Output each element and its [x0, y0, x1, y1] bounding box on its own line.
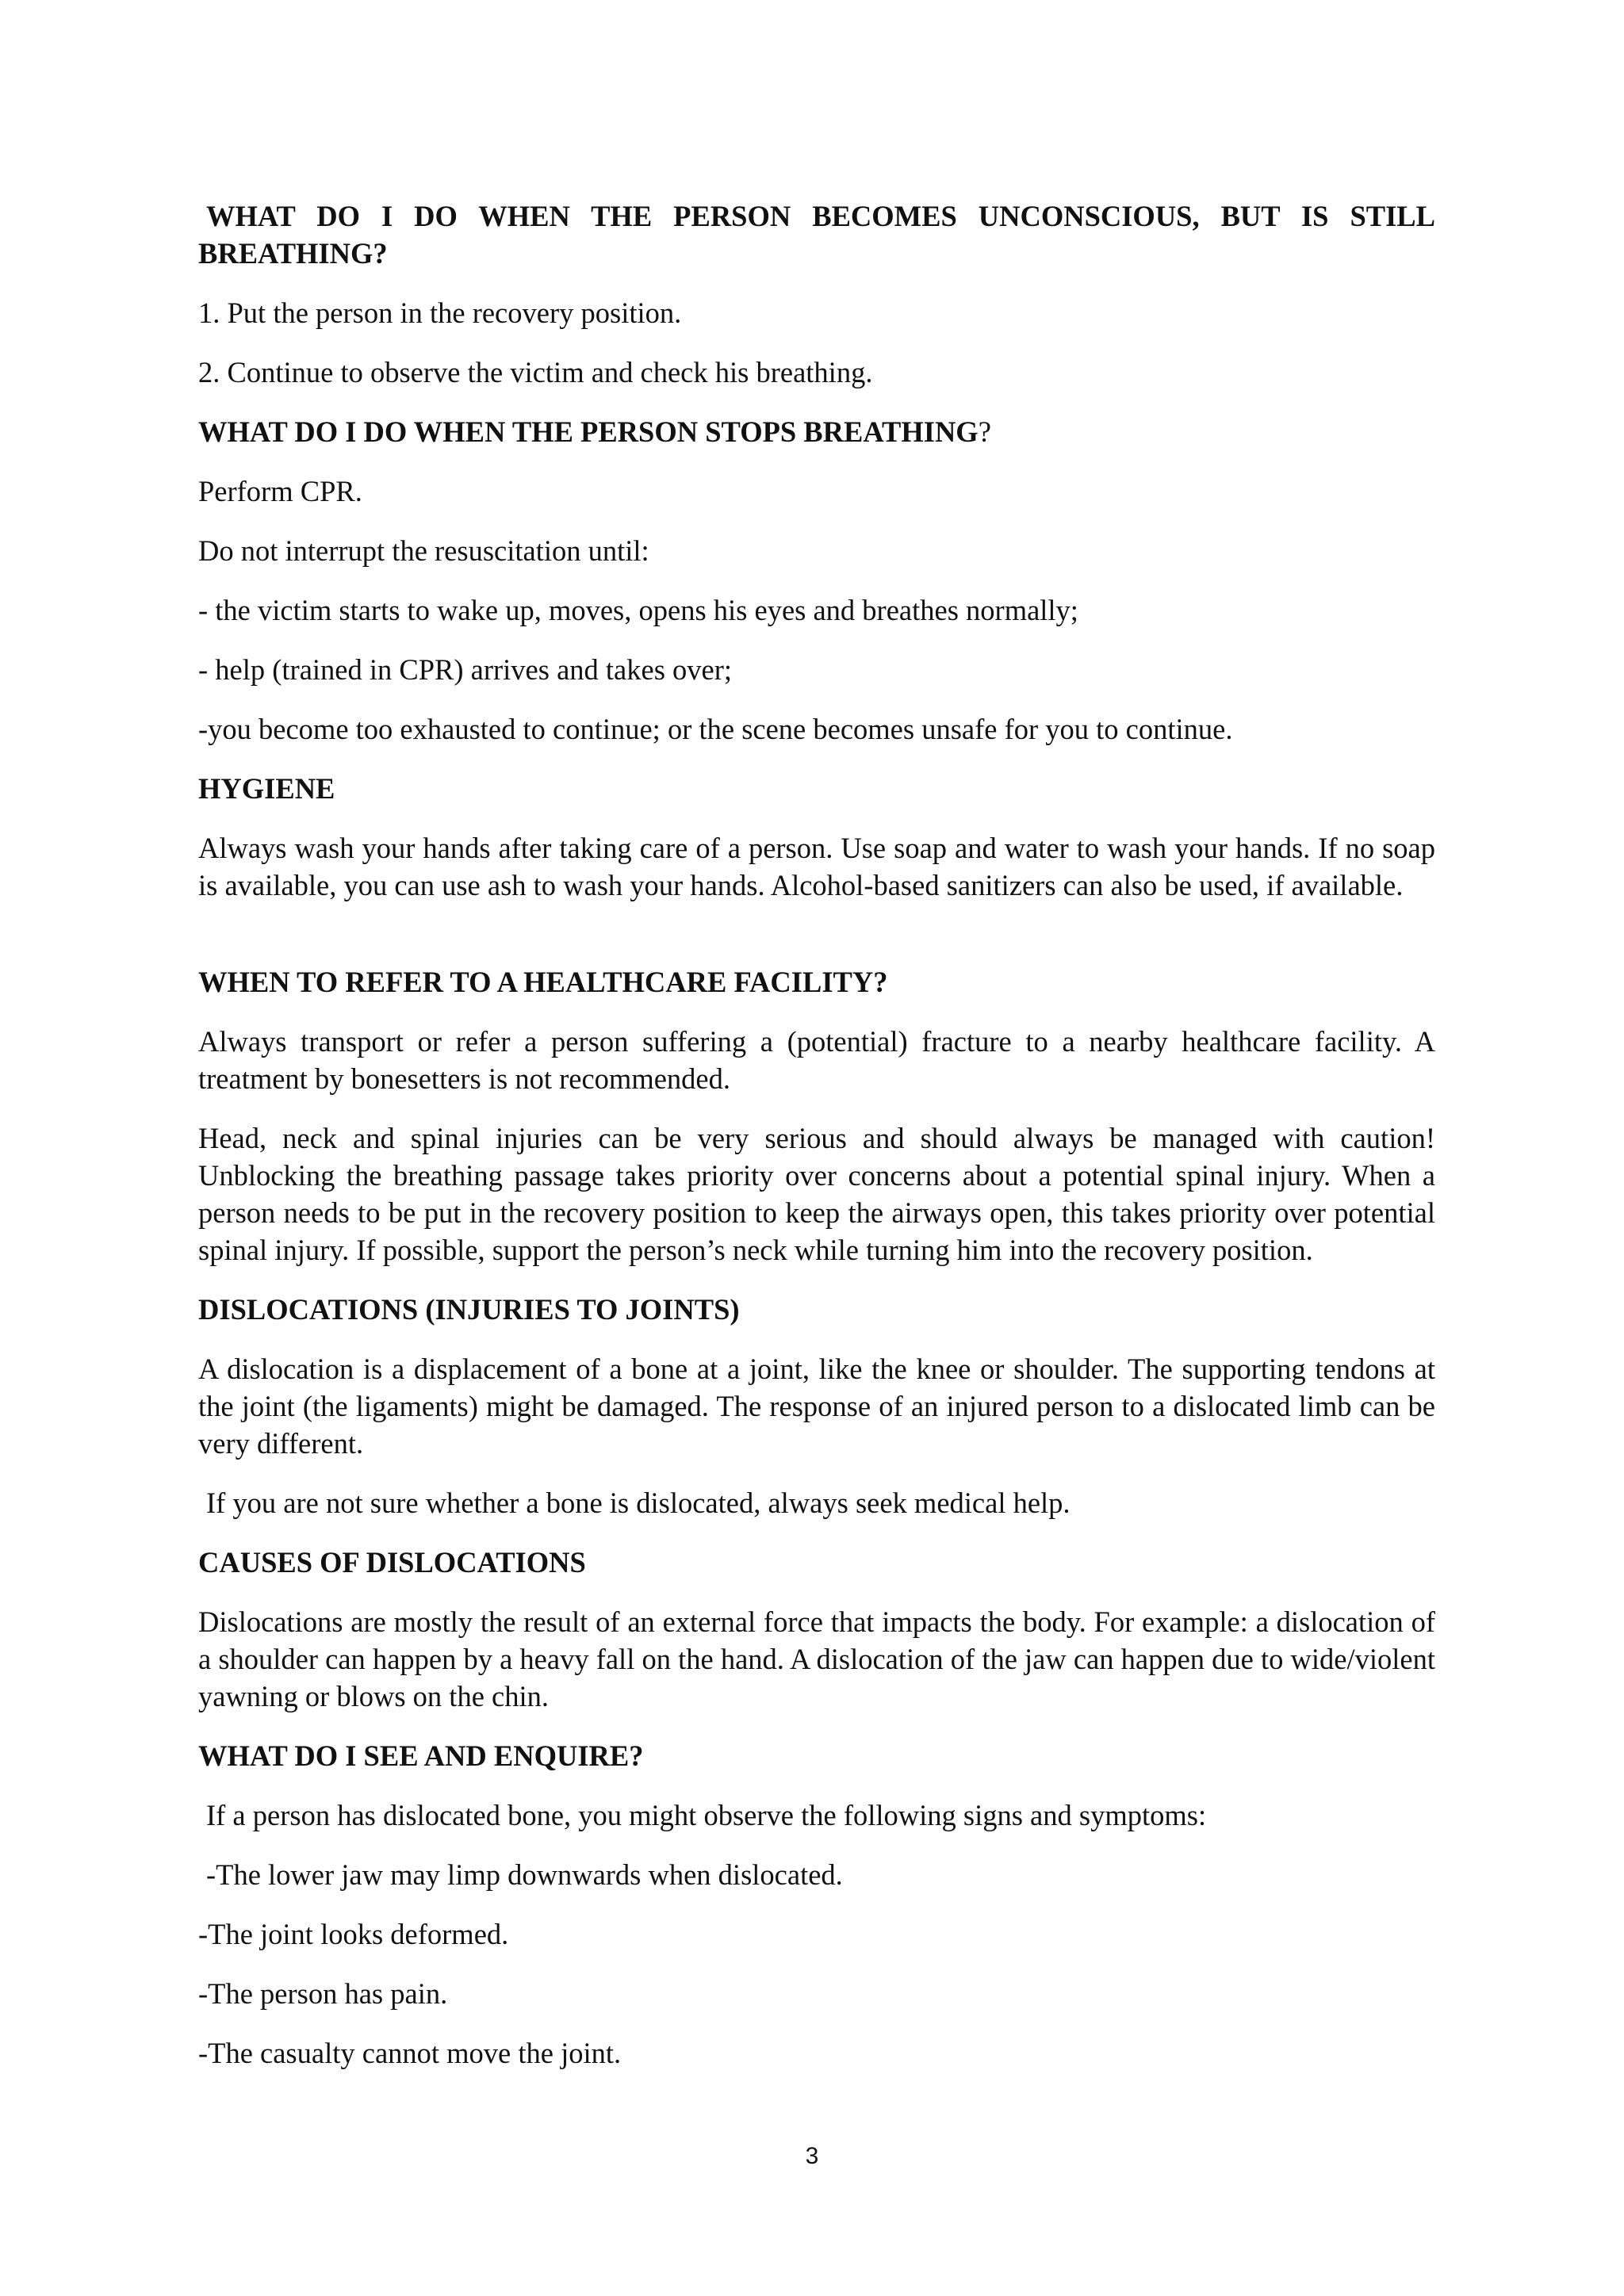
- heading-stops-breathing: [198, 413, 1435, 450]
- list-item: -you become too exhausted to continue; or the scene becomes unsafe for you to continue.: [198, 713, 1233, 745]
- page-number: 3: [805, 2143, 819, 2169]
- refer-paragraph-1: Always transport or refer a person suffering a (potential) fracture to a nearby healthcare facility. A treatment by bonesetters is not recommended.: [198, 1025, 1435, 1095]
- dislocations-paragraph-2: If you are not sure whether a bone is dislocated, always seek medical help.: [206, 1487, 1071, 1519]
- perform-cpr-text: Perform CPR.: [198, 475, 362, 507]
- list-item: - the victim starts to wake up, moves, opens his eyes and breathes normally;: [198, 594, 1078, 626]
- step-recovery-position: 1. Put the person in the recovery position.: [198, 297, 682, 329]
- step-observe-victim: 2. Continue to observe the victim and check his breathing.: [198, 356, 873, 388]
- heading-hygiene: HYGIENE: [198, 772, 335, 805]
- sign-item: -The joint looks deformed.: [198, 1918, 509, 1950]
- sign-item: -The person has pain.: [198, 1977, 448, 2010]
- heading-unconscious-breathing-line1: WHAT DO I DO WHEN THE PERSON BECOMES UNCONSCIOUS, BUT IS STILL: [206, 200, 1435, 232]
- sign-item: -The lower jaw may limp downwards when dislocated.: [206, 1858, 843, 1891]
- dislocations-paragraph-1: A dislocation is a displacement of a bone at a joint, like the knee or shoulder. The supporting tendons at the joint (the ligaments) might be damaged. The response of an injured person to a dislocated limb can be very different.: [198, 1353, 1435, 1460]
- sign-item: -The casualty cannot move the joint.: [198, 2037, 622, 2069]
- heading-causes: CAUSES OF DISLOCATIONS: [198, 1546, 586, 1578]
- heading-refer-healthcare: WHEN TO REFER TO A HEALTHCARE FACILITY?: [198, 966, 888, 998]
- do-not-interrupt-text: Do not interrupt the resuscitation until:: [198, 534, 649, 567]
- hygiene-paragraph: Always wash your hands after taking care of a person. Use soap and water to wash your hands. If no soap is available, you can use ash to wash your hands. Alcohol-based sanitizers can also be used, if available.: [198, 832, 1435, 901]
- refer-paragraph-2: Head, neck and spinal injuries can be very serious and should always be managed with caution! Unblocking the breathing passage takes priority over concerns about a potential spinal injury. When a person needs to be put in the recovery position to keep the airways open, this takes priority over potential spinal injury. If possible, support the person’s neck while turning him into the recovery position.: [198, 1122, 1435, 1266]
- heading-unconscious-breathing-line2: BREATHING?: [198, 237, 388, 270]
- heading-dislocations: DISLOCATIONS (INJURIES TO JOINTS): [198, 1293, 740, 1326]
- causes-paragraph: Dislocations are mostly the result of an external force that impacts the body. For example: a dislocation of a shoulder can happen by a heavy fall on the hand. A dislocation of the jaw can happen due to wide/violent yawning or blows on the chin.: [198, 1605, 1435, 1712]
- heading-stops-breathing-text: WHAT DO I DO WHEN THE PERSON STOPS BREATHING: [198, 415, 979, 448]
- see-intro: If a person has dislocated bone, you might observe the following signs and symptoms:: [206, 1799, 1207, 1831]
- heading-see-enquire: WHAT DO I SEE AND ENQUIRE?: [198, 1739, 644, 1772]
- heading-stops-breathing-suffix: ?: [978, 415, 991, 448]
- list-item: - help (trained in CPR) arrives and takes over;: [198, 653, 733, 686]
